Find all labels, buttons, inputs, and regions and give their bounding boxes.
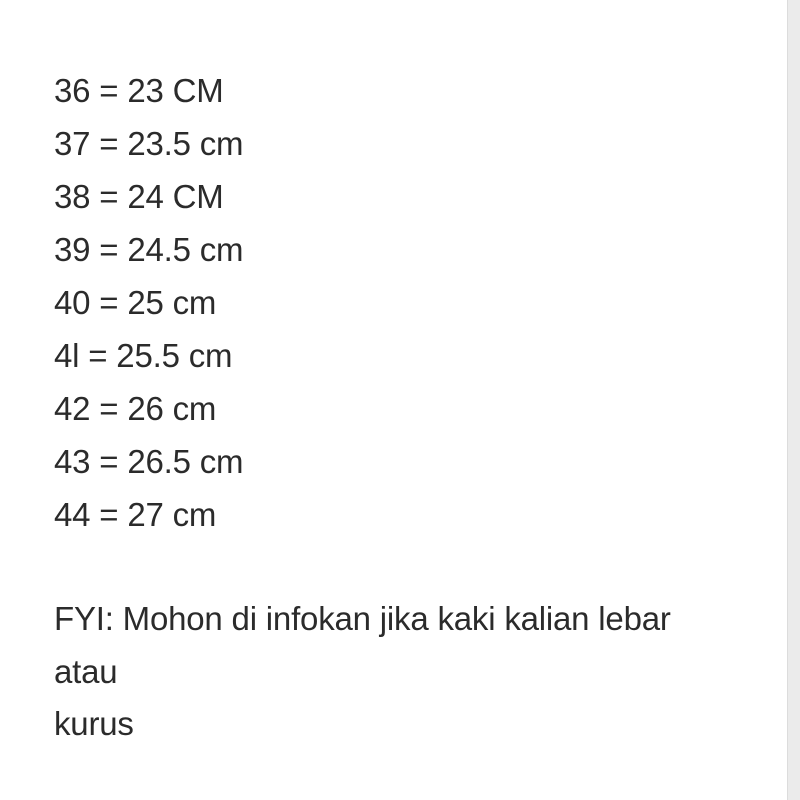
size-row-39: 39 = 24.5 cm (54, 231, 244, 268)
size-row-44: 44 = 27 cm (54, 496, 217, 533)
right-edge-scrollbar[interactable] (787, 0, 800, 800)
fyi-note (54, 593, 671, 751)
fyi-note-line-3: kurus (54, 705, 134, 742)
size-row-40: 40 = 25 cm (54, 284, 217, 321)
size-chart-list (54, 64, 243, 541)
size-row-41: 4l = 25.5 cm (54, 337, 233, 374)
fyi-note-line-2: atau (54, 652, 118, 690)
size-row-36: 36 = 23 CM (54, 72, 224, 109)
fyi-note-line-1: FYI: Mohon di infokan jika kaki kalian lebar (54, 600, 671, 637)
size-row-43: 43 = 26.5 cm (54, 443, 244, 480)
size-row-42: 42 = 26 cm (54, 390, 217, 427)
size-row-38: 38 = 24 CM (54, 178, 224, 215)
size-row-37: 37 = 23.5 cm (54, 125, 244, 162)
